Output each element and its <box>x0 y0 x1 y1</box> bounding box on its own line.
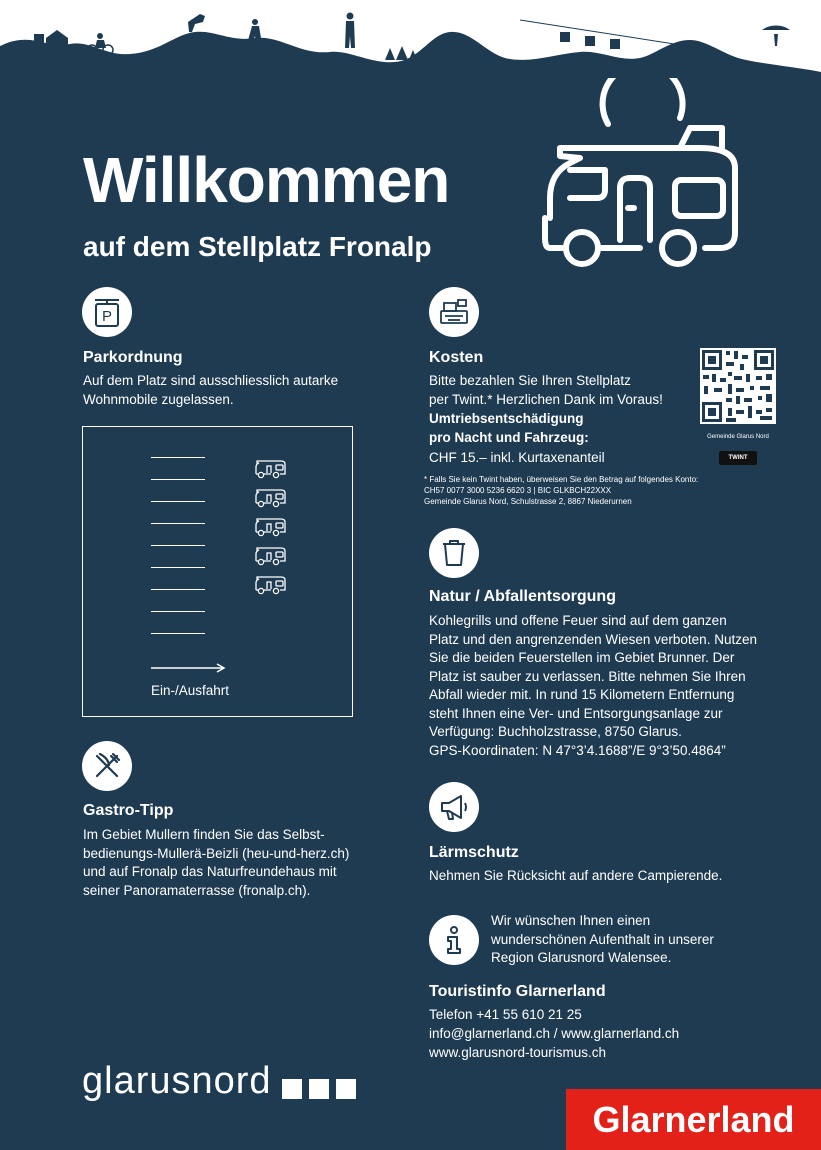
laermschutz-title: Lärmschutz <box>429 844 519 861</box>
touristinfo-web: www.glarusnord-tourismus.ch <box>429 1045 607 1060</box>
arrow-right-icon <box>151 662 227 674</box>
parking-stripe <box>151 633 205 634</box>
trash-bin-icon <box>429 528 479 578</box>
kosten-footnote: * Falls Sie kein Twint haben, überweisen Sie den Betrag auf folgendes Konto: CH57 0077 3000 5236 6620 3 | BIC GLKBCH22XXX Gemeinde Glarus Nord, Schulstrasse 2, 8867 Niederurnen <box>424 475 699 506</box>
info-wish-text: Wir wünschen Ihnen einen wunderschönen Aufenthalt in unserer Region Glarusnord Walensee. <box>491 913 714 965</box>
parking-stripe <box>151 479 205 480</box>
page-subtitle: auf dem Stellplatz Fronalp <box>83 231 432 262</box>
touristinfo-email-web: info@glarnerland.ch / www.glarnerland.ch <box>429 1026 680 1041</box>
parking-stripe <box>151 611 205 612</box>
qr-code <box>700 348 776 424</box>
kosten-title: Kosten <box>429 349 484 366</box>
parking-sign-icon <box>82 287 132 337</box>
cutlery-icon <box>82 741 132 791</box>
parking-stripe <box>151 589 205 590</box>
parkordnung-text: Auf dem Platz sind ausschliesslich autarke Wohnmobile zugelassen. <box>83 373 339 407</box>
twint-badge: TWINT <box>719 451 757 465</box>
mountain-skyline-graphic <box>0 0 821 80</box>
touristinfo-title: Touristinfo Glarnerland <box>429 983 606 1000</box>
cash-register-icon <box>429 287 479 337</box>
parking-diagram <box>82 426 353 717</box>
gastro-text: Im Gebiet Mullern finden Sie das Selbst- bedienungs-Mullerä-Beizli (heu-und-herz.ch) und auf Fronalp das Naturfreundehaus mit seiner Panoramaterrasse (fronalp.ch). <box>83 827 350 898</box>
glarnerland-badge: Glarnerland <box>566 1089 821 1150</box>
parking-stripe <box>151 545 205 546</box>
parking-stripe <box>151 501 205 502</box>
megaphone-icon <box>429 782 479 832</box>
info-icon <box>429 915 479 965</box>
glarusnord-logo <box>82 1062 356 1100</box>
camper-van-icon <box>540 78 745 274</box>
parking-stripe <box>151 567 205 568</box>
kosten-fee-title: Umtriebsentschädigung pro Nacht und Fahrzeug: <box>429 411 589 445</box>
svg-text:P: P <box>101 308 113 325</box>
laermschutz-text: Nehmen Sie Rücksicht auf andere Campierende. <box>429 868 723 883</box>
glarusnord-logo-text: glarusnord <box>82 1060 272 1102</box>
kosten-text: Bitte bezahlen Sie Ihren Stellplatz per Twint.* Herzlichen Dank im Voraus! <box>429 373 663 407</box>
kosten-price: CHF 15.– inkl. Kurtaxenanteil <box>429 450 605 465</box>
page-title: Willkommen <box>83 144 450 216</box>
small-camper-icon <box>253 458 287 480</box>
diagram-exit-label: Ein-/Ausfahrt <box>151 683 230 698</box>
natur-title: Natur / Abfallentsorgung <box>429 588 616 605</box>
parking-stripe <box>151 457 205 458</box>
natur-text: Kohlegrills und offene Feuer sind auf dem ganzen Platz und den angrenzenden Wiesen verboten. Nutzen Sie die beiden Feuerstellen im Gebiet Brunner. Der Platz ist sauber zu verlassen. Bitte nehmen Sie Ihren Abfall wieder mit. In rund 15 Kilometern Entfernung steht Ihnen eine Ver- und Entsorgungsanlage zur Verfügung: Buchholzstrasse, 8750 Glarus. GPS-Koordinaten: N 47°3’4.1688”/E 9°3’50.4864” <box>429 613 757 758</box>
small-camper-icon <box>253 487 287 509</box>
small-camper-icon <box>253 516 287 538</box>
small-camper-icon <box>253 574 287 596</box>
small-camper-icon <box>253 545 287 567</box>
touristinfo-phone: Telefon +41 55 610 21 25 <box>429 1007 582 1022</box>
parkordnung-title: Parkordnung <box>83 349 183 366</box>
qr-caption: Gemeinde Glarus Nord <box>707 434 769 440</box>
gastro-title: Gastro-Tipp <box>83 802 174 819</box>
parking-stripe <box>151 523 205 524</box>
